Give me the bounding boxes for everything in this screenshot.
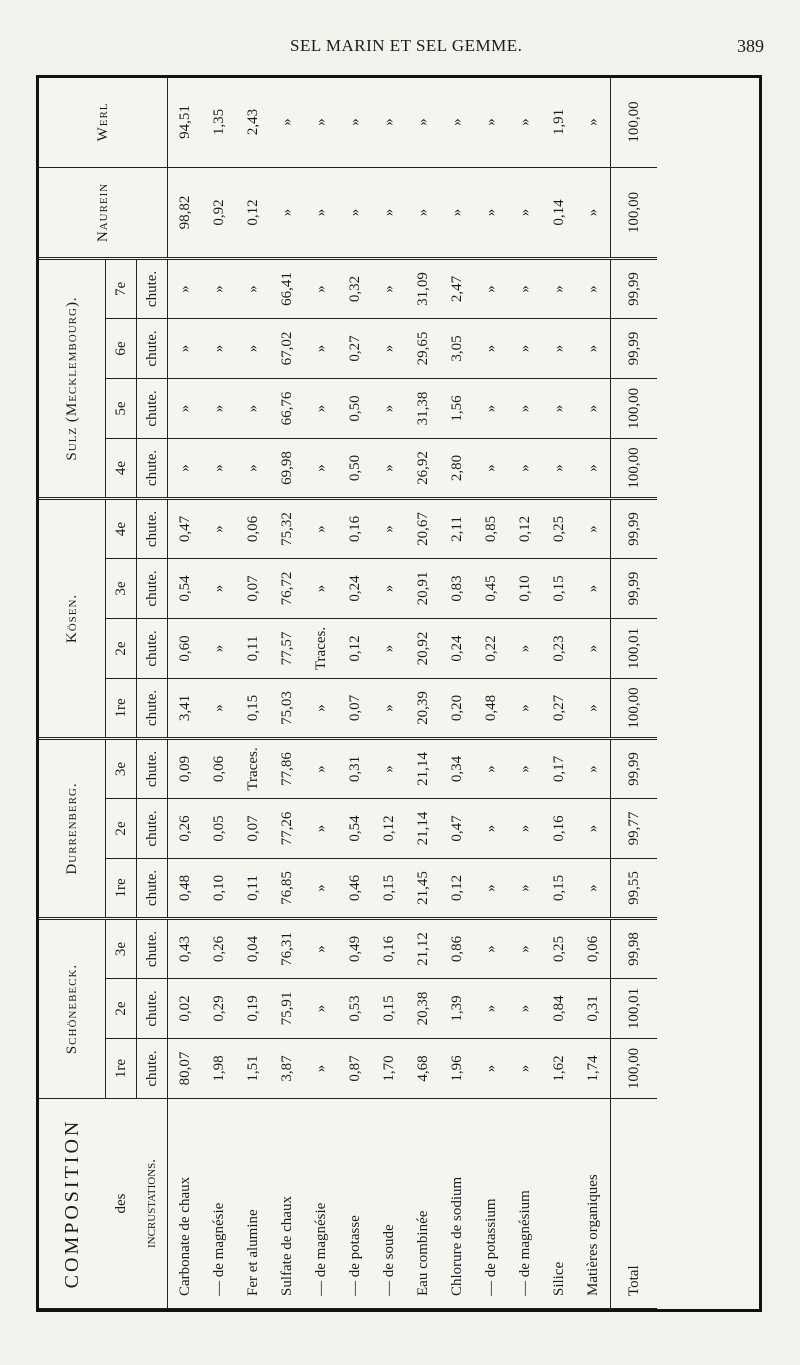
- subcol-ordinal: 6e: [106, 318, 137, 378]
- value-cell: 99,99: [611, 498, 658, 558]
- row-label: — de magnésie: [202, 1099, 236, 1309]
- value-cell: 1,70: [372, 1039, 406, 1099]
- value-cell: »: [576, 258, 611, 318]
- value-cell: »: [576, 498, 611, 558]
- value-cell: »: [474, 378, 508, 438]
- value-cell: 0,15: [236, 678, 270, 738]
- value-cell: 0,16: [542, 798, 576, 858]
- value-cell: 4,68: [406, 1039, 440, 1099]
- value-cell: 99,99: [611, 258, 658, 318]
- value-cell: »: [508, 1039, 542, 1099]
- subcol-chute: chute.: [137, 738, 168, 798]
- value-cell: 20,67: [406, 498, 440, 558]
- subcol-ordinal: 4e: [106, 498, 137, 558]
- table-row: [440, 76, 474, 1308]
- value-cell: 20,39: [406, 678, 440, 738]
- row-label: Total: [611, 1099, 658, 1309]
- value-cell: 0,92: [202, 167, 236, 258]
- des-label: des: [106, 1099, 137, 1309]
- composition-table-frame: [36, 75, 762, 1312]
- value-cell: 0,04: [236, 918, 270, 978]
- value-cell: 80,07: [168, 1039, 203, 1099]
- value-cell: »: [576, 167, 611, 258]
- value-cell: 0,10: [508, 558, 542, 618]
- value-cell: 31,09: [406, 258, 440, 318]
- table-row: [508, 76, 542, 1308]
- subcol-ordinal: 7e: [106, 258, 137, 318]
- subcol-ordinal: 3e: [106, 918, 137, 978]
- subcol-chute: chute.: [137, 858, 168, 918]
- value-cell: »: [236, 318, 270, 378]
- group-durrenberg: Durrenberg.: [39, 738, 106, 918]
- table-row: [236, 76, 270, 1308]
- value-cell: 0,17: [542, 738, 576, 798]
- value-cell: 1,91: [542, 76, 576, 167]
- value-cell: 26,92: [406, 438, 440, 498]
- value-cell: 0,11: [236, 858, 270, 918]
- row-label: Carbonate de chaux: [168, 1099, 203, 1309]
- subcol-ordinal: 5e: [106, 378, 137, 438]
- value-cell: 0,85: [474, 498, 508, 558]
- row-label: Chlorure de sodium: [440, 1099, 474, 1309]
- value-cell: 100,01: [611, 979, 658, 1039]
- value-cell: »: [304, 558, 338, 618]
- value-cell: 21,14: [406, 798, 440, 858]
- value-cell: »: [508, 618, 542, 678]
- value-cell: »: [576, 738, 611, 798]
- value-cell: »: [236, 438, 270, 498]
- group-naurein: Naurein: [39, 167, 168, 258]
- value-cell: »: [474, 167, 508, 258]
- value-cell: »: [440, 76, 474, 167]
- value-cell: »: [372, 438, 406, 498]
- value-cell: 0,20: [440, 678, 474, 738]
- value-cell: »: [508, 858, 542, 918]
- value-cell: »: [440, 167, 474, 258]
- value-cell: »: [474, 1039, 508, 1099]
- value-cell: 100,00: [611, 378, 658, 438]
- value-cell: 100,00: [611, 1039, 658, 1099]
- value-cell: »: [202, 678, 236, 738]
- value-cell: 3,87: [270, 1039, 304, 1099]
- table-row: [372, 76, 406, 1308]
- subcol-chute: chute.: [137, 618, 168, 678]
- value-cell: 0,22: [474, 618, 508, 678]
- value-cell: 0,43: [168, 918, 203, 978]
- value-cell: »: [304, 918, 338, 978]
- value-cell: »: [304, 258, 338, 318]
- value-cell: »: [474, 738, 508, 798]
- header-row-groups: [39, 76, 106, 1308]
- value-cell: 0,34: [440, 738, 474, 798]
- value-cell: 0,06: [202, 738, 236, 798]
- value-cell: 0,07: [236, 798, 270, 858]
- subcol-chute: chute.: [137, 979, 168, 1039]
- value-cell: 0,45: [474, 558, 508, 618]
- value-cell: 1,62: [542, 1039, 576, 1099]
- value-cell: 1,98: [202, 1039, 236, 1099]
- subcol-chute: chute.: [137, 1039, 168, 1099]
- value-cell: 76,31: [270, 918, 304, 978]
- value-cell: »: [202, 258, 236, 318]
- value-cell: 20,92: [406, 618, 440, 678]
- value-cell: »: [202, 318, 236, 378]
- row-label: Eau combinée: [406, 1099, 440, 1309]
- value-cell: »: [576, 438, 611, 498]
- value-cell: 0,15: [542, 858, 576, 918]
- value-cell: 20,38: [406, 979, 440, 1039]
- value-cell: »: [508, 798, 542, 858]
- value-cell: 0,24: [440, 618, 474, 678]
- value-cell: »: [372, 618, 406, 678]
- value-cell: 100,00: [611, 167, 658, 258]
- value-cell: »: [508, 378, 542, 438]
- composition-table: [39, 76, 657, 1309]
- subcol-ordinal: 1re: [106, 858, 137, 918]
- value-cell: 0,12: [440, 858, 474, 918]
- value-cell: 1,74: [576, 1039, 611, 1099]
- subcol-chute: chute.: [137, 438, 168, 498]
- value-cell: »: [372, 498, 406, 558]
- value-cell: 31,38: [406, 378, 440, 438]
- value-cell: 0,47: [168, 498, 203, 558]
- value-cell: »: [474, 438, 508, 498]
- value-cell: 0,15: [372, 858, 406, 918]
- value-cell: 21,12: [406, 918, 440, 978]
- value-cell: 75,32: [270, 498, 304, 558]
- value-cell: 0,25: [542, 498, 576, 558]
- running-title: SEL MARIN ET SEL GEMME.: [290, 36, 523, 55]
- value-cell: 0,50: [338, 378, 372, 438]
- value-cell: »: [372, 258, 406, 318]
- value-cell: 0,54: [338, 798, 372, 858]
- value-cell: »: [542, 318, 576, 378]
- value-cell: 0,48: [474, 678, 508, 738]
- value-cell: 0,05: [202, 798, 236, 858]
- table-row: [474, 76, 508, 1308]
- value-cell: »: [508, 318, 542, 378]
- group-schonebeck: Schönebeck.: [39, 918, 106, 1098]
- value-cell: 75,03: [270, 678, 304, 738]
- value-cell: 0,27: [542, 678, 576, 738]
- value-cell: »: [236, 258, 270, 318]
- value-cell: »: [474, 258, 508, 318]
- value-cell: »: [202, 438, 236, 498]
- value-cell: 99,99: [611, 738, 658, 798]
- value-cell: 0,12: [338, 618, 372, 678]
- value-cell: »: [372, 378, 406, 438]
- value-cell: 21,14: [406, 738, 440, 798]
- value-cell: 0,16: [372, 918, 406, 978]
- row-label: — de potasse: [338, 1099, 372, 1309]
- value-cell: 100,00: [611, 76, 658, 167]
- value-cell: »: [576, 858, 611, 918]
- value-cell: 2,47: [440, 258, 474, 318]
- value-cell: »: [508, 76, 542, 167]
- value-cell: 21,45: [406, 858, 440, 918]
- subcol-chute: chute.: [137, 798, 168, 858]
- value-cell: »: [372, 558, 406, 618]
- value-cell: 0,27: [338, 318, 372, 378]
- value-cell: 0,32: [338, 258, 372, 318]
- value-cell: 0,84: [542, 979, 576, 1039]
- row-label: — de magnésie: [304, 1099, 338, 1309]
- value-cell: 75,91: [270, 979, 304, 1039]
- value-cell: 99,55: [611, 858, 658, 918]
- subcol-chute: chute.: [137, 498, 168, 558]
- value-cell: »: [474, 858, 508, 918]
- value-cell: 66,41: [270, 258, 304, 318]
- group-werl: Werl: [39, 76, 168, 167]
- value-cell: 0,83: [440, 558, 474, 618]
- value-cell: 77,57: [270, 618, 304, 678]
- value-cell: 1,35: [202, 76, 236, 167]
- value-cell: 67,02: [270, 318, 304, 378]
- value-cell: 0,31: [338, 738, 372, 798]
- value-cell: »: [304, 678, 338, 738]
- value-cell: 3,41: [168, 678, 203, 738]
- value-cell: »: [508, 678, 542, 738]
- value-cell: 0,09: [168, 738, 203, 798]
- table-row: [406, 76, 440, 1308]
- value-cell: 0,31: [576, 979, 611, 1039]
- subcol-ordinal: 1re: [106, 1039, 137, 1099]
- page-number: 389: [737, 36, 764, 56]
- value-cell: »: [168, 318, 203, 378]
- subcol-chute: chute.: [137, 318, 168, 378]
- value-cell: »: [270, 76, 304, 167]
- value-cell: 77,26: [270, 798, 304, 858]
- value-cell: 0,29: [202, 979, 236, 1039]
- value-cell: »: [372, 167, 406, 258]
- value-cell: 0,07: [236, 558, 270, 618]
- value-cell: 94,51: [168, 76, 203, 167]
- subcol-chute: chute.: [137, 918, 168, 978]
- subcol-ordinal: 4e: [106, 438, 137, 498]
- value-cell: »: [304, 167, 338, 258]
- rotated-table: [39, 78, 759, 1309]
- value-cell: 99,99: [611, 318, 658, 378]
- value-cell: »: [304, 76, 338, 167]
- value-cell: »: [304, 438, 338, 498]
- value-cell: 0,87: [338, 1039, 372, 1099]
- value-cell: 0,10: [202, 858, 236, 918]
- value-cell: 66,76: [270, 378, 304, 438]
- subcol-ordinal: 3e: [106, 558, 137, 618]
- value-cell: 0,60: [168, 618, 203, 678]
- value-cell: »: [508, 438, 542, 498]
- value-cell: »: [202, 498, 236, 558]
- value-cell: »: [508, 738, 542, 798]
- table-row: [576, 76, 611, 1308]
- value-cell: 69,98: [270, 438, 304, 498]
- value-cell: 1,56: [440, 378, 474, 438]
- value-cell: »: [372, 738, 406, 798]
- value-cell: »: [542, 258, 576, 318]
- value-cell: 0,47: [440, 798, 474, 858]
- value-cell: 0,49: [338, 918, 372, 978]
- value-cell: »: [270, 167, 304, 258]
- value-cell: »: [202, 378, 236, 438]
- value-cell: 0,11: [236, 618, 270, 678]
- value-cell: 0,19: [236, 979, 270, 1039]
- value-cell: 1,96: [440, 1039, 474, 1099]
- table-row: [168, 76, 203, 1308]
- value-cell: 99,77: [611, 798, 658, 858]
- value-cell: 1,39: [440, 979, 474, 1039]
- subcol-ordinal: 2e: [106, 979, 137, 1039]
- value-cell: 2,43: [236, 76, 270, 167]
- value-cell: 0,12: [236, 167, 270, 258]
- value-cell: »: [304, 979, 338, 1039]
- value-cell: »: [508, 258, 542, 318]
- subcol-ordinal: 3e: [106, 738, 137, 798]
- table-row: [304, 76, 338, 1308]
- value-cell: 100,00: [611, 678, 658, 738]
- value-cell: 2,11: [440, 498, 474, 558]
- value-cell: 100,01: [611, 618, 658, 678]
- value-cell: »: [474, 798, 508, 858]
- value-cell: 1,51: [236, 1039, 270, 1099]
- header-row-chute: [137, 76, 168, 1308]
- value-cell: »: [474, 318, 508, 378]
- value-cell: 0,86: [440, 918, 474, 978]
- value-cell: 0,25: [542, 918, 576, 978]
- value-cell: »: [542, 438, 576, 498]
- row-label: — de soude: [372, 1099, 406, 1309]
- value-cell: »: [372, 678, 406, 738]
- value-cell: Traces.: [236, 738, 270, 798]
- value-cell: »: [474, 979, 508, 1039]
- value-cell: »: [168, 438, 203, 498]
- table-row: [542, 76, 576, 1308]
- value-cell: 0,06: [576, 918, 611, 978]
- value-cell: 0,50: [338, 438, 372, 498]
- subcol-chute: chute.: [137, 258, 168, 318]
- value-cell: 0,48: [168, 858, 203, 918]
- value-cell: 99,98: [611, 918, 658, 978]
- row-label: Fer et alumine: [236, 1099, 270, 1309]
- value-cell: »: [304, 738, 338, 798]
- value-cell: 29,65: [406, 318, 440, 378]
- value-cell: 76,72: [270, 558, 304, 618]
- value-cell: »: [576, 378, 611, 438]
- incrustations-label: incrustations.: [137, 1099, 168, 1309]
- value-cell: »: [474, 76, 508, 167]
- subcol-ordinal: 1re: [106, 678, 137, 738]
- value-cell: »: [372, 318, 406, 378]
- value-cell: 3,05: [440, 318, 474, 378]
- row-label: — de magnésium: [508, 1099, 542, 1309]
- value-cell: »: [576, 618, 611, 678]
- value-cell: 0,54: [168, 558, 203, 618]
- total-row: [611, 76, 658, 1308]
- value-cell: »: [508, 167, 542, 258]
- value-cell: »: [338, 167, 372, 258]
- value-cell: »: [576, 76, 611, 167]
- value-cell: »: [236, 378, 270, 438]
- value-cell: »: [542, 378, 576, 438]
- value-cell: »: [406, 76, 440, 167]
- header-row-ordinals: [106, 76, 137, 1308]
- value-cell: »: [304, 498, 338, 558]
- value-cell: 98,82: [168, 167, 203, 258]
- subcol-chute: chute.: [137, 378, 168, 438]
- value-cell: 0,16: [338, 498, 372, 558]
- value-cell: 0,46: [338, 858, 372, 918]
- value-cell: 0,12: [372, 798, 406, 858]
- value-cell: »: [372, 76, 406, 167]
- subcol-chute: chute.: [137, 558, 168, 618]
- subcol-chute: chute.: [137, 678, 168, 738]
- value-cell: »: [576, 798, 611, 858]
- value-cell: 0,26: [202, 918, 236, 978]
- value-cell: »: [304, 798, 338, 858]
- value-cell: »: [576, 678, 611, 738]
- value-cell: Traces.: [304, 618, 338, 678]
- value-cell: »: [202, 558, 236, 618]
- table-row: [338, 76, 372, 1308]
- group-kosen: Kösen.: [39, 498, 106, 738]
- value-cell: »: [406, 167, 440, 258]
- value-cell: »: [508, 979, 542, 1039]
- value-cell: 0,12: [508, 498, 542, 558]
- group-sulz: Sulz (Mecklembourg).: [39, 258, 106, 498]
- value-cell: »: [304, 378, 338, 438]
- value-cell: 0,07: [338, 678, 372, 738]
- value-cell: 0,24: [338, 558, 372, 618]
- composition-heading: COMPOSITION: [39, 1099, 106, 1309]
- value-cell: »: [576, 318, 611, 378]
- value-cell: »: [304, 1039, 338, 1099]
- value-cell: 77,86: [270, 738, 304, 798]
- value-cell: »: [576, 558, 611, 618]
- value-cell: 2,80: [440, 438, 474, 498]
- subcol-ordinal: 2e: [106, 618, 137, 678]
- value-cell: 20,91: [406, 558, 440, 618]
- value-cell: 0,26: [168, 798, 203, 858]
- row-label: Matières organiques: [576, 1099, 611, 1309]
- value-cell: »: [304, 318, 338, 378]
- value-cell: »: [168, 378, 203, 438]
- value-cell: »: [168, 258, 203, 318]
- value-cell: 0,15: [542, 558, 576, 618]
- value-cell: 0,14: [542, 167, 576, 258]
- value-cell: »: [474, 918, 508, 978]
- value-cell: »: [508, 918, 542, 978]
- subcol-ordinal: 2e: [106, 798, 137, 858]
- row-label: — de potassium: [474, 1099, 508, 1309]
- table-row: [270, 76, 304, 1308]
- table-row: [202, 76, 236, 1308]
- value-cell: »: [338, 76, 372, 167]
- value-cell: 0,15: [372, 979, 406, 1039]
- value-cell: »: [304, 858, 338, 918]
- value-cell: 0,06: [236, 498, 270, 558]
- value-cell: 0,53: [338, 979, 372, 1039]
- value-cell: »: [202, 618, 236, 678]
- row-label: Sulfate de chaux: [270, 1099, 304, 1309]
- value-cell: 99,99: [611, 558, 658, 618]
- row-label: Silice: [542, 1099, 576, 1309]
- value-cell: 76,85: [270, 858, 304, 918]
- value-cell: 0,02: [168, 979, 203, 1039]
- value-cell: 0,23: [542, 618, 576, 678]
- value-cell: 100,00: [611, 438, 658, 498]
